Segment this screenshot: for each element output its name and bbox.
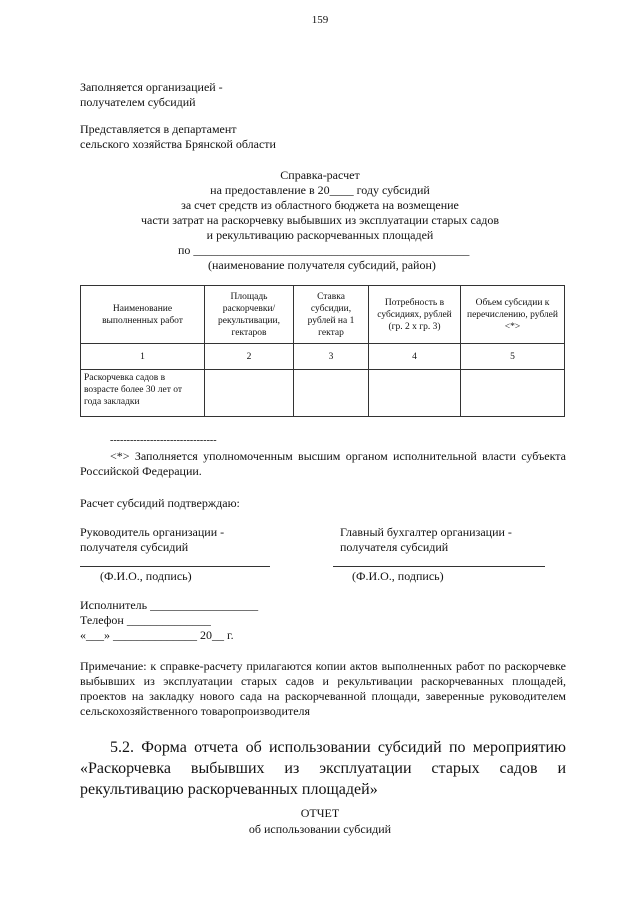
signature-left-line <box>80 566 270 567</box>
executor-line: Исполнитель __________________ <box>80 598 259 612</box>
signature-left-caption: (Ф.И.О., подпись) <box>100 569 192 583</box>
table-header-cell: Объем субсидии к перечислению, рублей <*> <box>461 286 565 344</box>
table-header-row <box>81 286 565 344</box>
doc-title-line-3: за счет средств из областного бюджета на возмещение <box>181 198 459 212</box>
signature-right-caption: (Ф.И.О., подпись) <box>352 569 444 583</box>
table-cell: Раскорчевка садов в возрасте более 30 лет от года закладки <box>81 370 205 417</box>
table-number-cell: 3 <box>294 344 369 370</box>
table-cell <box>369 370 461 417</box>
signature-right-line <box>333 566 545 567</box>
date-line: «___» ______________ 20__ г. <box>80 628 234 642</box>
table-number-cell: 4 <box>369 344 461 370</box>
footnote-text: <*> Заполняется уполномоченным высшим органом исполнительной власти субъекта Российской Федерации. <box>80 449 566 478</box>
section-heading: 5.2. Форма отчета об использовании субсидий по мероприятию «Раскорчевка выбывших из эксплуатации старых садов и рекультивацию раскорчеванных площадей» <box>80 739 566 798</box>
table-number-row <box>81 344 565 370</box>
doc-title-line-2: на предоставление в 20____ году субсидий <box>210 183 430 197</box>
signature-right-title: Главный бухгалтер организации - <box>340 525 512 539</box>
header-line-1: Заполняется организацией - <box>80 80 223 94</box>
table-cell <box>461 370 565 417</box>
footnote-separator: -------------------------------- <box>110 435 217 446</box>
note-text: Примечание: к справке-расчету прилагаются копии актов выполненных работ по раскорчевке выбывших из эксплуатации старых садов и рекультивации раскорчеванных площадей, проектов на закладку нового сада на раскорчеванной площади, заверенные руководителем сельскохозяйственного товаропроизводителя <box>80 659 566 718</box>
doc-title: Справка-расчет <box>280 168 360 182</box>
doc-title-line-4: части затрат на раскорчевку выбывших из эксплуатации старых садов <box>140 213 500 227</box>
table-header-cell: Потребность в субсидиях, рублей (гр. 2 х гр. 3) <box>369 286 461 344</box>
table-number-cell: 2 <box>205 344 294 370</box>
table-header-cell: Наименование выполненных работ <box>81 286 205 344</box>
recipient-caption: (наименование получателя субсидий, район) <box>208 258 436 272</box>
header-line-2: получателем субсидий <box>80 95 196 109</box>
recipient-line: по ______________________________________________ <box>178 243 470 257</box>
signature-left-title: Руководитель организации - <box>80 525 225 539</box>
table-number-cell: 5 <box>461 344 565 370</box>
table-cell <box>205 370 294 417</box>
signature-left-subtitle: получателя субсидий <box>80 540 189 554</box>
report-title: ОТЧЕТ <box>300 806 340 820</box>
subsidy-table <box>80 285 565 417</box>
signature-right-subtitle: получателя субсидий <box>340 540 449 554</box>
table-row <box>81 370 565 417</box>
table-header-cell: Ставка субсидии, рублей на 1 гектар <box>294 286 369 344</box>
table-number-cell: 1 <box>81 344 205 370</box>
header-line-4: сельского хозяйства Брянской области <box>80 137 276 151</box>
page-number: 159 <box>311 14 329 26</box>
table-cell <box>294 370 369 417</box>
report-subtitle: об использовании субсидий <box>248 822 392 836</box>
phone-line: Телефон ______________ <box>80 613 211 627</box>
header-line-3: Представляется в департамент <box>80 122 237 136</box>
table-header-cell: Площадь раскорчевки/рекультивации, гектаров <box>205 286 294 344</box>
confirm-text: Расчет субсидий подтверждаю: <box>80 496 240 510</box>
doc-title-line-5: и рекультивацию раскорчеванных площадей <box>206 228 434 242</box>
